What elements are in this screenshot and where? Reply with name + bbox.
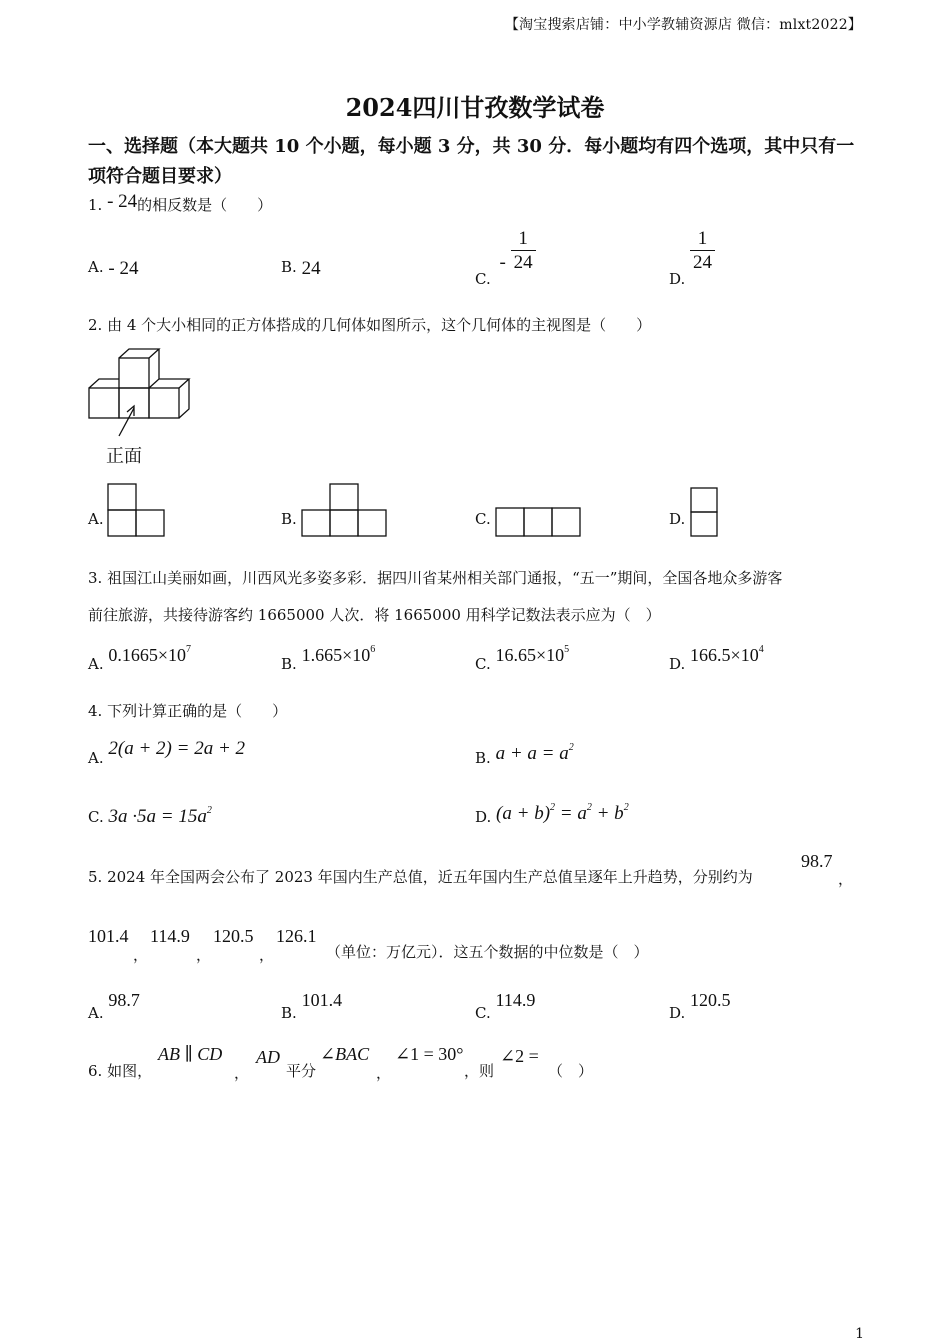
square [524, 508, 552, 536]
q1-option-d[interactable] [669, 228, 715, 288]
option-value [690, 645, 764, 665]
page-header: 【淘宝搜索店铺：中小学教辅资源店 微信：mlxt2022】 [504, 17, 862, 33]
q2-option-b[interactable] [281, 508, 297, 530]
q3-option-d[interactable] [669, 644, 764, 675]
q2-cube-figure [86, 346, 196, 441]
option-expression [109, 806, 212, 827]
q5-option-a[interactable] [88, 990, 140, 1024]
option-label: C. [475, 655, 491, 673]
value-exponent: 5 [564, 644, 570, 655]
q5-comma: ， [196, 946, 212, 964]
question-2-stem: 2. 由 4 个大小相同的正方体搭成的几何体如图所示，这个几何体的主视图是（ ） [88, 316, 652, 334]
question-3-line-1: 3. 祖国江山美丽如画，川西风光多姿多彩．据四川省某州相关部门通报，“五一”期间，全国各地众多游客 [88, 569, 783, 587]
q1-option-a[interactable] [88, 256, 138, 278]
cube-front-face [119, 358, 149, 388]
option-label: D. [475, 808, 492, 826]
option-value: - 24 [108, 258, 139, 279]
expr-exponent: 2 [586, 802, 592, 813]
option-sign: - [499, 251, 506, 273]
q6-answer-paren: （ ） [548, 1062, 594, 1080]
q1-expression: - 24 [107, 191, 138, 212]
q5-tail: （单位：万亿元）．这五个数据的中位数是（ ） [326, 943, 649, 961]
option-label: C. [475, 1004, 491, 1022]
square [108, 484, 136, 510]
option-label: D. [669, 655, 686, 673]
square [330, 510, 358, 536]
option-fraction [690, 228, 715, 275]
q6-bisect-text: 平分 [286, 1062, 317, 1080]
q5-value-3: 114.9 [150, 926, 190, 946]
fraction-numerator: 1 [690, 228, 715, 251]
option-label: D. [669, 1004, 686, 1022]
q3-option-b[interactable] [281, 644, 376, 675]
q6-comma: ， [234, 1064, 250, 1082]
option-value: 101.4 [301, 990, 343, 1010]
option-label: D. [669, 269, 686, 288]
q4-option-d[interactable] [475, 802, 629, 828]
question-3-line-2: 前往旅游，共接待游客约 1665000 人次．将 1665000 用科学记数法表示应为（ ） [88, 606, 661, 624]
option-label: B. [281, 510, 297, 528]
q5-value-1: 98.7 [801, 851, 833, 871]
option-label: A. [88, 510, 104, 528]
square [552, 508, 580, 536]
q6-expr-angle-bac: ∠BAC [320, 1044, 370, 1064]
square [691, 512, 717, 536]
q6-expr-angle-1: ∠1 = 30° [395, 1044, 464, 1064]
q1-number: 1. [88, 196, 103, 214]
q5-comma: ， [838, 870, 854, 888]
q2-option-c[interactable] [475, 508, 491, 530]
option-value [302, 645, 376, 665]
value-exponent: 6 [370, 644, 376, 655]
option-expression [496, 743, 574, 764]
expr-base: (a + b) [496, 803, 551, 824]
q6-comma: ， [376, 1064, 392, 1082]
square [691, 488, 717, 512]
q4-option-b[interactable] [475, 742, 574, 769]
option-label: B. [281, 258, 297, 276]
q3-option-c[interactable] [475, 644, 570, 675]
option-label: D. [669, 510, 686, 528]
q2-option-c-view [494, 506, 582, 538]
option-label: B. [281, 1004, 297, 1022]
question-1-stem [88, 191, 273, 216]
option-label: A. [88, 1004, 104, 1022]
cube-front-face [149, 388, 179, 418]
question-4-stem: 4. 下列计算正确的是（ ） [88, 702, 288, 720]
expr-exponent: 2 [206, 805, 212, 816]
value-exponent: 7 [186, 644, 192, 655]
q5-option-d[interactable] [669, 990, 731, 1024]
question-6-stem: 6. 如图， [88, 1062, 153, 1080]
option-label: C. [475, 510, 491, 528]
q1-text: 的相反数是（ ） [137, 196, 273, 214]
option-label: A. [88, 655, 104, 673]
q3-option-a[interactable] [88, 644, 192, 675]
fraction-denominator: 24 [513, 252, 533, 273]
cube-side-face [149, 349, 159, 388]
option-label: C. [88, 808, 104, 826]
q6-expr-angle-2: ∠2 = [500, 1046, 539, 1066]
q5-option-c[interactable] [475, 990, 536, 1024]
square [136, 510, 164, 536]
square [358, 510, 386, 536]
page-title: 2024四川甘孜数学试卷 [345, 93, 605, 122]
q5-value-5: 126.1 [276, 926, 317, 946]
question-5-stem: 5. 2024 年全国两会公布了 2023 年国内生产总值，近五年国内生产总值呈逐年上升趋势，分别约为 [88, 868, 753, 886]
option-expression [496, 803, 629, 824]
q2-option-a[interactable] [88, 508, 104, 530]
option-value: 120.5 [690, 990, 731, 1010]
expr-exponent: 2 [623, 802, 629, 813]
value-base: 16.65×10 [495, 645, 565, 665]
q2-option-a-view [106, 482, 166, 538]
option-value [496, 645, 570, 665]
page-number: 1 [855, 1326, 864, 1342]
q5-option-b[interactable] [281, 990, 343, 1024]
value-exponent: 4 [758, 644, 764, 655]
option-expression: 2(a + 2) = 2a + 2 [108, 738, 246, 759]
option-label: B. [281, 655, 297, 673]
q2-front-label: 正面 [106, 446, 142, 467]
q6-expr-parallel: AB ∥ CD [158, 1044, 223, 1064]
q6-expr-ad: AD [256, 1047, 280, 1067]
value-base: 1.665×10 [301, 645, 371, 665]
fraction-numerator: 1 [511, 228, 536, 251]
square [108, 510, 136, 536]
option-value: 114.9 [495, 990, 536, 1010]
q5-value-4: 120.5 [213, 926, 254, 946]
cube-top-face [119, 349, 159, 358]
expr-exponent: 2 [550, 802, 556, 813]
cube-top-face [159, 379, 189, 388]
option-label: C. [475, 269, 491, 288]
q2-option-d[interactable] [669, 508, 685, 530]
q2-option-b-view [300, 482, 388, 538]
q6-then: ，则 [464, 1062, 495, 1080]
q4-option-c[interactable] [88, 806, 212, 828]
expr-exponent: 2 [568, 742, 574, 753]
square [330, 484, 358, 510]
q2-option-d-view [689, 486, 721, 538]
square [496, 508, 524, 536]
value-base: 0.1665×10 [108, 645, 187, 665]
section-heading: 一、选择题（本大题共 10 个小题，每小题 3 分，共 30 分．每小题均有四个选项，其中只有一项符合题目要求） [88, 136, 855, 187]
value-base: 166.5×10 [690, 645, 759, 665]
square [302, 510, 330, 536]
option-label: B. [475, 749, 491, 767]
expr-mid: = a [555, 803, 587, 824]
q1-option-b[interactable] [281, 256, 321, 278]
option-value [108, 645, 191, 665]
expr-body: a + a = a [495, 743, 569, 764]
expr-tail: + b [591, 803, 624, 824]
q5-comma: ， [133, 946, 149, 964]
fraction-denominator: 24 [693, 252, 713, 273]
arrow-line [119, 408, 134, 436]
q4-option-a[interactable] [88, 738, 246, 769]
option-value: 24 [301, 258, 321, 279]
expr-body: 3a ·5a = 15a [108, 806, 207, 827]
q5-comma: ， [259, 946, 275, 964]
cube-side-face [179, 379, 189, 418]
option-label: A. [88, 258, 104, 276]
option-label: A. [88, 749, 104, 767]
cube-top-face [89, 379, 119, 388]
q1-option-c[interactable] [475, 228, 536, 288]
option-fraction [511, 228, 536, 275]
option-value: 98.7 [108, 990, 140, 1010]
cube-front-face [89, 388, 119, 418]
q5-value-2: 101.4 [88, 926, 129, 946]
